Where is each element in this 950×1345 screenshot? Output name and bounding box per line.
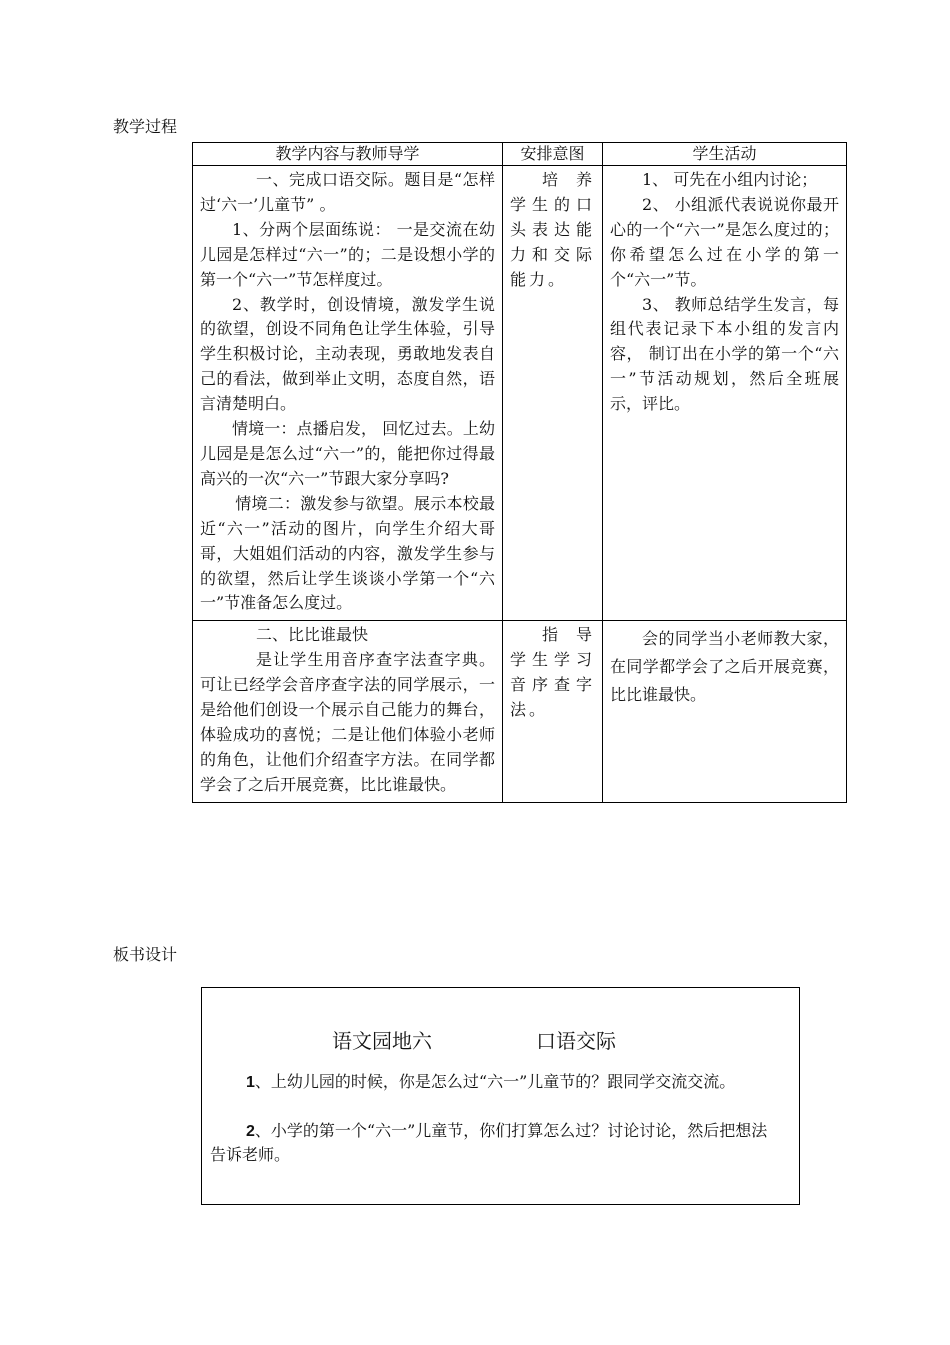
row1-activity-p1: 1、 可先在小组内讨论；	[642, 170, 818, 189]
section-title-board-design: 板书设计	[113, 945, 178, 964]
row2-content-p1: 二、比比谁最快	[256, 625, 369, 645]
row2-activity-text: 会的同学当小老师教大家， 在同学都学会了之后开展竞赛， 比比谁最快。	[610, 629, 839, 705]
board-line-2-text: 、小学的第一个“六一”儿童节，你们打算怎么过？讨论讨论，然后把想法告诉老师。	[210, 1121, 768, 1164]
row1-content-p5: 情境二：激发参与欲望。展示本校最近“六一”活动的图片，向学生介绍大哥哥，大姐姐们活动的内容，激发学生参与的欲望，然后让学生谈谈小学第一个“六一”节准备怎么度过。	[200, 493, 495, 613]
board-title-left: 语文园地六	[332, 1029, 432, 1053]
table-header-row	[193, 143, 847, 166]
row2-intent-cell	[503, 621, 603, 802]
row1-content-p1: 一、完成口语交际。题目是“怎样过‘六一’儿童节” 。	[200, 170, 495, 214]
row2-activity-cell	[603, 621, 847, 802]
section-title-teaching-process: 教学过程	[113, 117, 178, 136]
lesson-table	[192, 142, 847, 803]
row1-content-p3: 2、教学时，创设情境，激发学生说的欲望，创设不同角色让学生体验，引导学生积极讨论，主动表现，勇敢地发表自己的看法，做到举止文明，态度自然，语言清楚明白。	[200, 294, 495, 414]
row1-intent-text: 培养学生的口头表达能力和交际能力。	[510, 170, 595, 289]
row1-intent-cell	[503, 166, 603, 621]
board-line-1	[210, 1070, 770, 1094]
row2-content-cell	[193, 621, 503, 802]
board-line-2-number: 2	[246, 1123, 255, 1140]
row1-activity-cell	[603, 166, 847, 621]
row1-activity-p3: 3、 教师总结学生发言，每组代表记录下本小组的发言内容， 制订出在小学的第一个“六一”节活动规划，然后全班展示，评比。	[610, 294, 839, 414]
header-intent: 安排意图	[503, 143, 603, 166]
row1-content-cell	[193, 166, 503, 621]
header-activity: 学生活动	[603, 143, 847, 166]
row1-content-p2: 1、分两个层面练说： 一是交流在幼儿园是怎样过“六一”的；二是设想小学的第一个“六一”节怎样度过。	[200, 219, 495, 289]
row1-activity-p2: 2、 小组派代表说说你最开心的一个“六一”是怎么度过的；你希望怎么过在小学的第一个“六一”节。	[610, 194, 839, 289]
board-line-2	[210, 1119, 770, 1166]
board-line-1-number: 1	[246, 1074, 255, 1091]
row1-content-p4: 情境一：点播启发， 回忆过去。上幼儿园是是怎么过“六一”的，能把你过得最高兴的一次“六一”节跟大家分享吗?	[200, 419, 495, 488]
row2-intent-text: 指导学生学习音序查字法。	[510, 625, 595, 720]
header-content: 教学内容与教师导学	[193, 143, 503, 166]
table-row	[193, 166, 847, 621]
row2-content-p2: 是让学生用音序查字法查字典。可让已经学会音序查字法的同学展示，一是给他们创设一个展示自己能力的舞台， 体验成功的喜悦；二是让他们体验小老师的角色，让他们介绍查字方法。在同学都学会了之后开展竞赛，比比谁最快。	[200, 650, 495, 794]
board-design-box	[201, 987, 800, 1205]
board-line-1-text: 、上幼儿园的时候，你是怎么过“六一”儿童节的？跟同学交流交流。	[254, 1072, 736, 1091]
board-title-right: 口语交际	[536, 1029, 616, 1053]
table-row	[193, 621, 847, 802]
